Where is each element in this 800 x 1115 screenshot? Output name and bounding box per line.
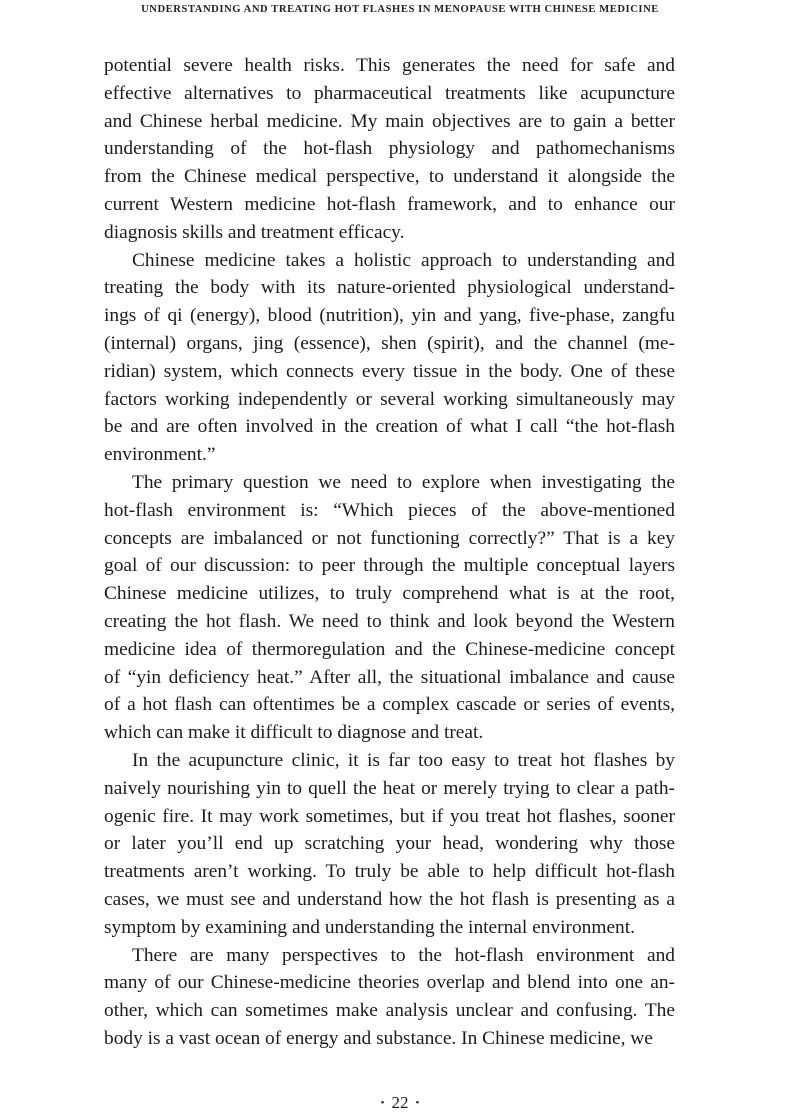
text-line: hot-flash environment is: “Which pieces of the above-mentioned: [104, 499, 675, 521]
text-line: medicine idea of thermoregulation and the Chinese-medicine concept: [104, 638, 675, 660]
body-text: [104, 52, 675, 1053]
text-line: ogenic fire. It may work sometimes, but if you treat hot flashes, sooner: [104, 805, 675, 827]
text-line: Chinese medicine takes a holistic approach to understanding and: [132, 249, 675, 271]
text-line: ridian) system, which connects every tissue in the body. One of these: [104, 360, 675, 382]
text-line: many of our Chinese-medicine theories overlap and blend into one an-: [104, 972, 675, 994]
paragraph: [104, 52, 675, 247]
text-line: body is a vast ocean of energy and substance. In Chinese medicine, we: [104, 1027, 653, 1049]
text-line: understanding of the hot-flash physiology and pathomechanisms: [104, 138, 675, 160]
text-line: treating the body with its nature-oriented physiological understand-: [104, 277, 675, 299]
text-line: effective alternatives to pharmaceutical treatments like acupuncture: [104, 82, 675, 104]
text-line: goal of our discussion: to peer through the multiple conceptual layers: [104, 555, 675, 577]
page-number: 22: [391, 1093, 409, 1112]
text-line: symptom by examining and understanding the internal environment.: [104, 916, 635, 938]
text-line: Chinese medicine utilizes, to truly comprehend what is at the root,: [104, 583, 675, 605]
text-line: diagnosis skills and treatment efficacy.: [104, 221, 405, 243]
text-line: treatments aren’t working. To truly be able to help difficult hot-flash: [104, 861, 675, 883]
text-line: cases, we must see and understand how the hot flash is presenting as a: [104, 888, 675, 910]
text-line: from the Chinese medical perspective, to understand it alongside the: [104, 166, 675, 188]
text-line: creating the hot flash. We need to think and look beyond the Western: [104, 610, 675, 632]
text-line: concepts are imbalanced or not functioning correctly?” That is a key: [104, 527, 675, 549]
text-line: and Chinese herbal medicine. My main objectives are to gain a better: [104, 110, 675, 132]
text-line: which can make it difficult to diagnose and treat.: [104, 722, 484, 744]
text-line: be and are often involved in the creation of what I call “the hot-flash: [104, 416, 675, 438]
text-line: (internal) organs, jing (essence), shen (spirit), and the channel (me-: [104, 332, 675, 354]
text-line: There are many perspectives to the hot-flash environment and: [132, 944, 675, 966]
paragraph: [104, 469, 675, 747]
text-line: In the acupuncture clinic, it is far too easy to treat hot flashes by: [132, 749, 675, 771]
text-line: ings of qi (energy), blood (nutrition), yin and yang, five-phase, zangfu: [104, 305, 675, 327]
folio-ornament-left: •: [380, 1097, 385, 1109]
text-line: or later you’ll end up scratching your head, wondering why those: [104, 833, 675, 855]
page-footer: [0, 1093, 800, 1113]
text-line: other, which can sometimes make analysis unclear and confusing. The: [104, 1000, 675, 1022]
text-line: potential severe health risks. This generates the need for safe and: [104, 55, 675, 76]
folio-ornament-right: •: [415, 1097, 420, 1109]
text-line: environment.”: [104, 444, 216, 466]
text-line: factors working independently or several working simultaneously may: [104, 388, 675, 410]
running-header: UNDERSTANDING AND TREATING HOT FLASHES IN MENOPAUSE WITH CHINESE MEDICINE: [141, 4, 659, 15]
text-line: current Western medicine hot-flash framework, and to enhance our: [104, 193, 675, 215]
text-line: of a hot flash can oftentimes be a complex cascade or series of events,: [104, 694, 675, 716]
text-line: naively nourishing yin to quell the heat or merely trying to clear a path-: [104, 777, 675, 799]
paragraph: [104, 747, 675, 942]
text-line: of “yin deficiency heat.” After all, the situational imbalance and cause: [104, 666, 675, 688]
paragraph: [104, 247, 675, 469]
text-line: The primary question we need to explore when investigating the: [132, 471, 675, 493]
paragraph: [104, 942, 675, 1053]
